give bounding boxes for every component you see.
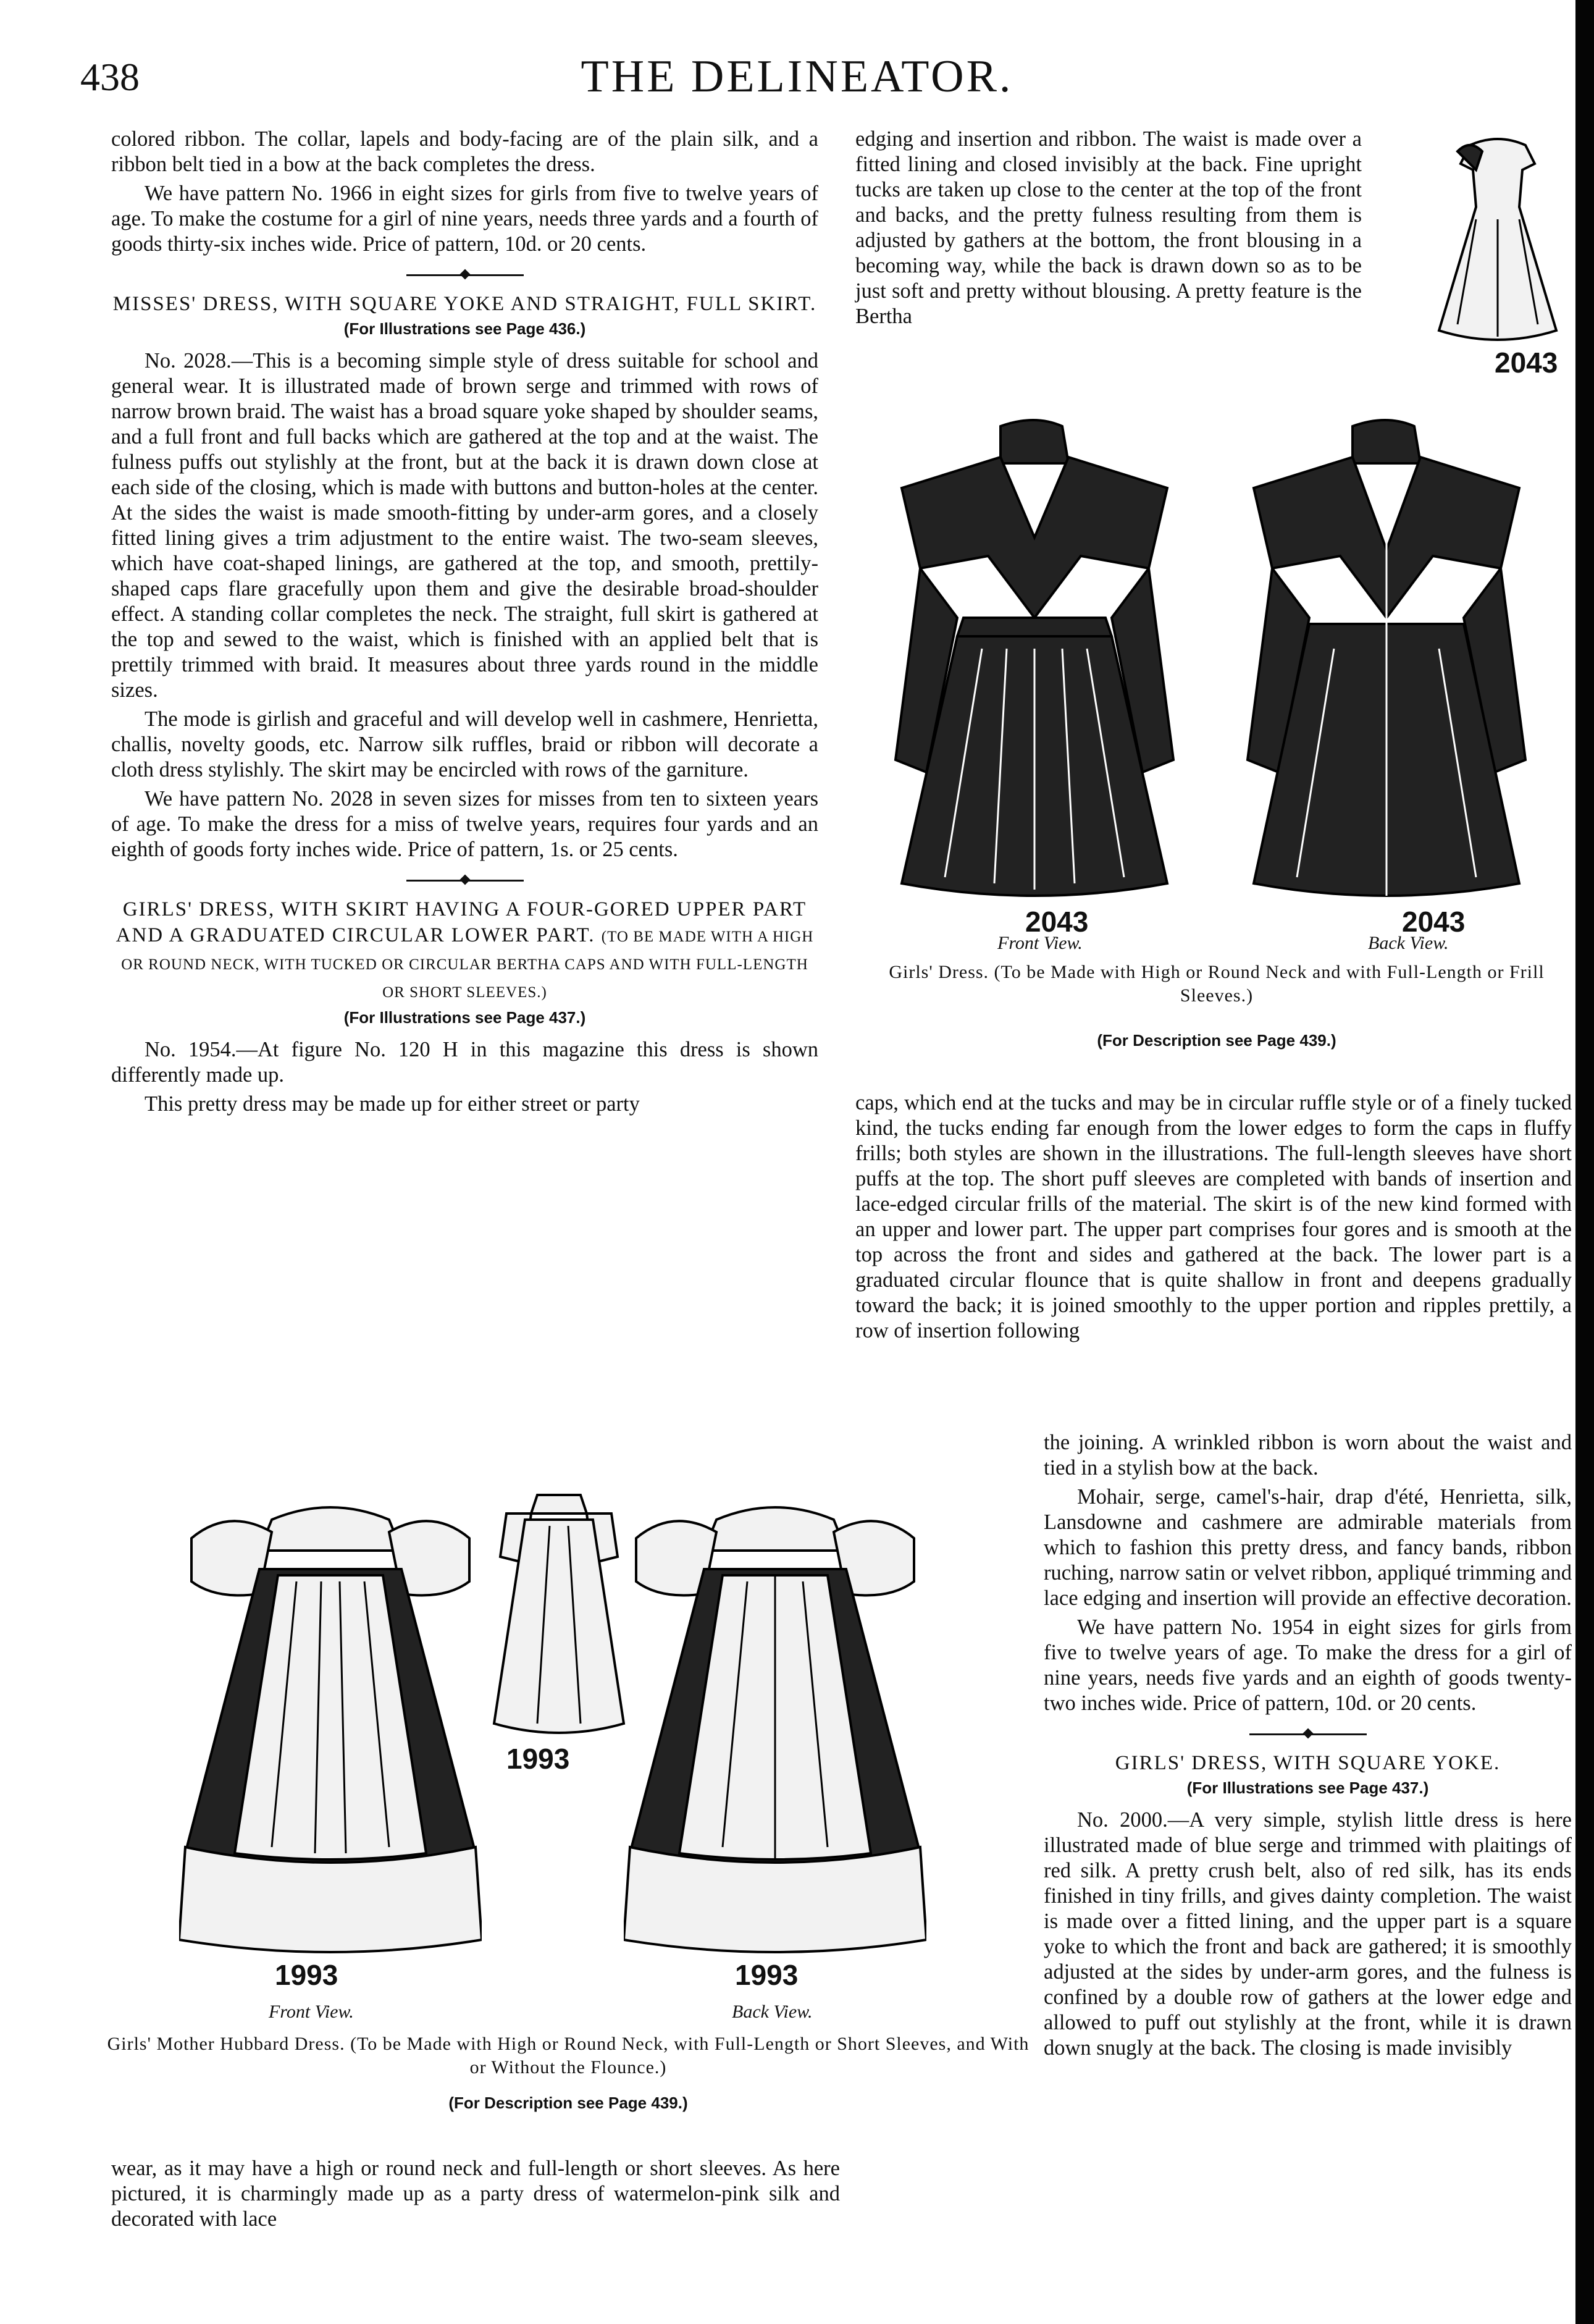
paragraph: caps, which end at the tucks and may be in circular ruffle style or of a finely tucked kind, the tucks ending far enough from the lower edges to form the caps in fluffy frills; both styles are shown in the illustrations. The full-length sleeves have short puffs at the top. The short puff sleeves are completed with bands of insertion and lace-edged circular frills of the material. The skirt is of the new kind formed with an upper and lower part. The upper part comprises four gores and is smooth at the top across the front and sides and gathered at the back. The lower part is a graduated circular flounce that is quite shallow in front and deepens gradually toward the back; it is joined smoothly to the upper portion and ripples prettily, a row of insertion following (855, 1091, 1572, 1342)
see-reference: (For Illustrations see Page 437.) (343, 1008, 586, 1027)
figure-number: 1993 (275, 1959, 338, 1991)
dress-illustration-1993-front (179, 1495, 482, 1958)
paragraph: No. 2000.—A very simple, stylish little dress is here illustrated made of blue serge and trimmed with plaitings of red silk. A pretty crush belt, also of red silk, has its ends finished in tiny frills, and gives dainty completion. The waist is made over a fitted lining, and the upper part is a square yoke to which the front and back are gathered; it is smoothly adjusted at the sides by under-arm gores, and the fulness is confined by a double row of gathers at the lower edge and allowed to puff out stylishly at the front, while it is drawn down snugly at the back. The closing is made invisibly (1044, 1808, 1572, 2060)
section-heading-2028: MISSES' DRESS, WITH SQUARE YOKE AND STRAIGHT, FULL SKIRT. (112, 293, 817, 315)
see-reference: (For Illustrations see Page 436.) (343, 319, 586, 338)
paragraph: We have pattern No. 2028 in seven sizes for misses from ten to sixteen years of age. To make the dress for a miss of twelve years, requires four yards and an eighth of goods forty inches wide. Price of pattern, 1s. or 25 cents. (111, 787, 818, 861)
figure-1993 (111, 1483, 976, 1995)
see-reference: (For Description see Page 439.) (1097, 1031, 1336, 1050)
section-heading-1954 (111, 896, 818, 1006)
paragraph: We have pattern No. 1954 in eight sizes for girls from five to twelve years of age. To make the dress for a girl of nine years, needs five yards and an eighth of goods twenty-two inches wide. Price of pattern, 10d. or 20 cents. (1044, 1615, 1572, 1715)
figure-number: 2043 (1402, 906, 1466, 938)
figure-number: 2043 (1495, 347, 1558, 379)
dress-illustration-2043-front (877, 414, 1192, 908)
figure-number: 2043 (1025, 906, 1089, 938)
column-1-bottom (111, 2156, 840, 2236)
figure-2043-corner (1414, 127, 1581, 386)
section-divider (1249, 1733, 1367, 1735)
paragraph: edging and insertion and ribbon. The waist is made over a fitted lining and closed invisibly at the back. Fine upright tucks are taken up close to the center at the top of the front and backs, and the pretty fulness resulting from them is adjusted by gathers at the bottom, the front blousing in a becoming way, while the back is drawn down so as to be just soft and pretty without blousing. A pretty feature is the Bertha (855, 127, 1362, 328)
figure-number: 1993 (506, 1743, 570, 1775)
paragraph: Mohair, serge, camel's-hair, drap d'été, Henrietta, silk, Lansdowne and cashmere are admirable materials from which to fashion this pretty dress, and fancy bands, ribbon ruching, narrow satin or velvet ribbon, appliqué trimming and lace edging and insertion will provide an effective decoration. (1044, 1485, 1572, 1610)
column-2-right-narrow (1044, 1430, 1572, 2065)
front-view-label: Front View. (997, 933, 1083, 953)
column-1-upper (111, 127, 818, 1121)
paragraph: This pretty dress may be made up for either street or party (145, 1092, 640, 1116)
figure-caption: Girls' Mother Hubbard Dress. (To be Made with High or Round Neck, with Full-Length or Short Sleeves, and With or Without the Flounce.) (107, 2034, 1030, 2078)
see-reference: (For Description see Page 439.) (448, 2094, 688, 2112)
paragraph: We have pattern No. 1966 in eight sizes for girls from five to twelve years of age. To make the costume for a girl of nine years, needs three yards and a fourth of goods thirty-six inches wide. Price of pattern, 10d. or 20 cents. (111, 182, 818, 256)
paragraph: The mode is girlish and graceful and will develop well in cashmere, Henrietta, challis, novelty goods, etc. Narrow silk ruffles, braid or ribbon will decorate a cloth dress stylishly. The skirt may be encircled with rows of the garniture. (111, 707, 818, 781)
column-2-middle (855, 1090, 1572, 1347)
front-view-label: Front View. (269, 2002, 354, 2022)
dress-illustration-2043-back (1229, 414, 1544, 908)
figure-2043 (877, 414, 1544, 970)
paragraph: No. 1954.—At figure No. 120 H in this magazine this dress is shown differently made up. (111, 1038, 818, 1087)
scan-edge-shadow (1575, 0, 1594, 2324)
see-reference: (For Illustrations see Page 437.) (1186, 1779, 1429, 1797)
back-view-label: Back View. (732, 2002, 813, 2022)
section-heading-2000: GIRLS' DRESS, WITH SQUARE YOKE. (1115, 1752, 1501, 1774)
back-view-label: Back View. (1368, 933, 1449, 953)
heading-pattern-note: (TO BE MADE WITH A HIGH OR ROUND NECK, WITH TUCKED OR CIRCULAR BERTHA CAPS AND WITH FULL-LENGTH OR SHORT SLEEVES.) (121, 928, 814, 1001)
masthead: THE DELINEATOR. (581, 51, 1013, 102)
section-divider (406, 274, 524, 276)
heading-title: GIRLS' DRESS, WITH SKIRT HAVING A FOUR-GORED UPPER PART AND A GRADUATED CIRCULAR LOWER PART. (115, 898, 807, 946)
section-divider (406, 880, 524, 882)
paragraph: colored ribbon. The collar, lapels and body-facing are of the plain silk, and a ribbon belt tied in a bow at the back completes the dress. (111, 127, 818, 176)
paragraph: the joining. A wrinkled ribbon is worn about the waist and tied in a stylish bow at the back. (1044, 1431, 1572, 1480)
dress-illustration-1993-small (488, 1489, 630, 1748)
figure-caption: Girls' Dress. (To be Made with High or Round Neck and with Full-Length or Frill Sleeves.) (889, 962, 1545, 1006)
column-2-top (855, 127, 1362, 333)
paragraph: No. 2028.—This is a becoming simple style of dress suitable for school and general wear. It is illustrated made of brown serge and trimmed with rows of narrow brown braid. The waist has a broad square yoke shaped by shoulder seams, and a full front and full backs which are gathered at the top and at the waist. The fulness puffs out stylishly at the front, but at the back it is drawn down close at each side of the closing, which is made with buttons and button-holes at the center. At the sides the waist is made smooth-fitting by under-arm gores, and a closely fitted lining gives a trim adjustment to the entire waist. The two-seam sleeves, which have coat-shaped linings, are gathered at the top, and smooth, prettily-shaped caps flare gracefully upon them and give the desirable broad-shoulder effect. A standing collar completes the neck. The straight, full skirt is gathered at the top and sewed to the waist, which is finished with an applied belt that is prettily trimmed with braid. It measures about three yards round in the middle sizes. (111, 349, 818, 702)
paragraph: wear, as it may have a high or round neck and full-length or short sleeves. As here pictured, it is charmingly made up as a party dress of watermelon-pink silk and decorated with lace (111, 2157, 840, 2231)
page-number: 438 (80, 55, 140, 99)
dress-illustration-1993-back (624, 1495, 926, 1958)
figure-number: 1993 (735, 1959, 799, 1991)
